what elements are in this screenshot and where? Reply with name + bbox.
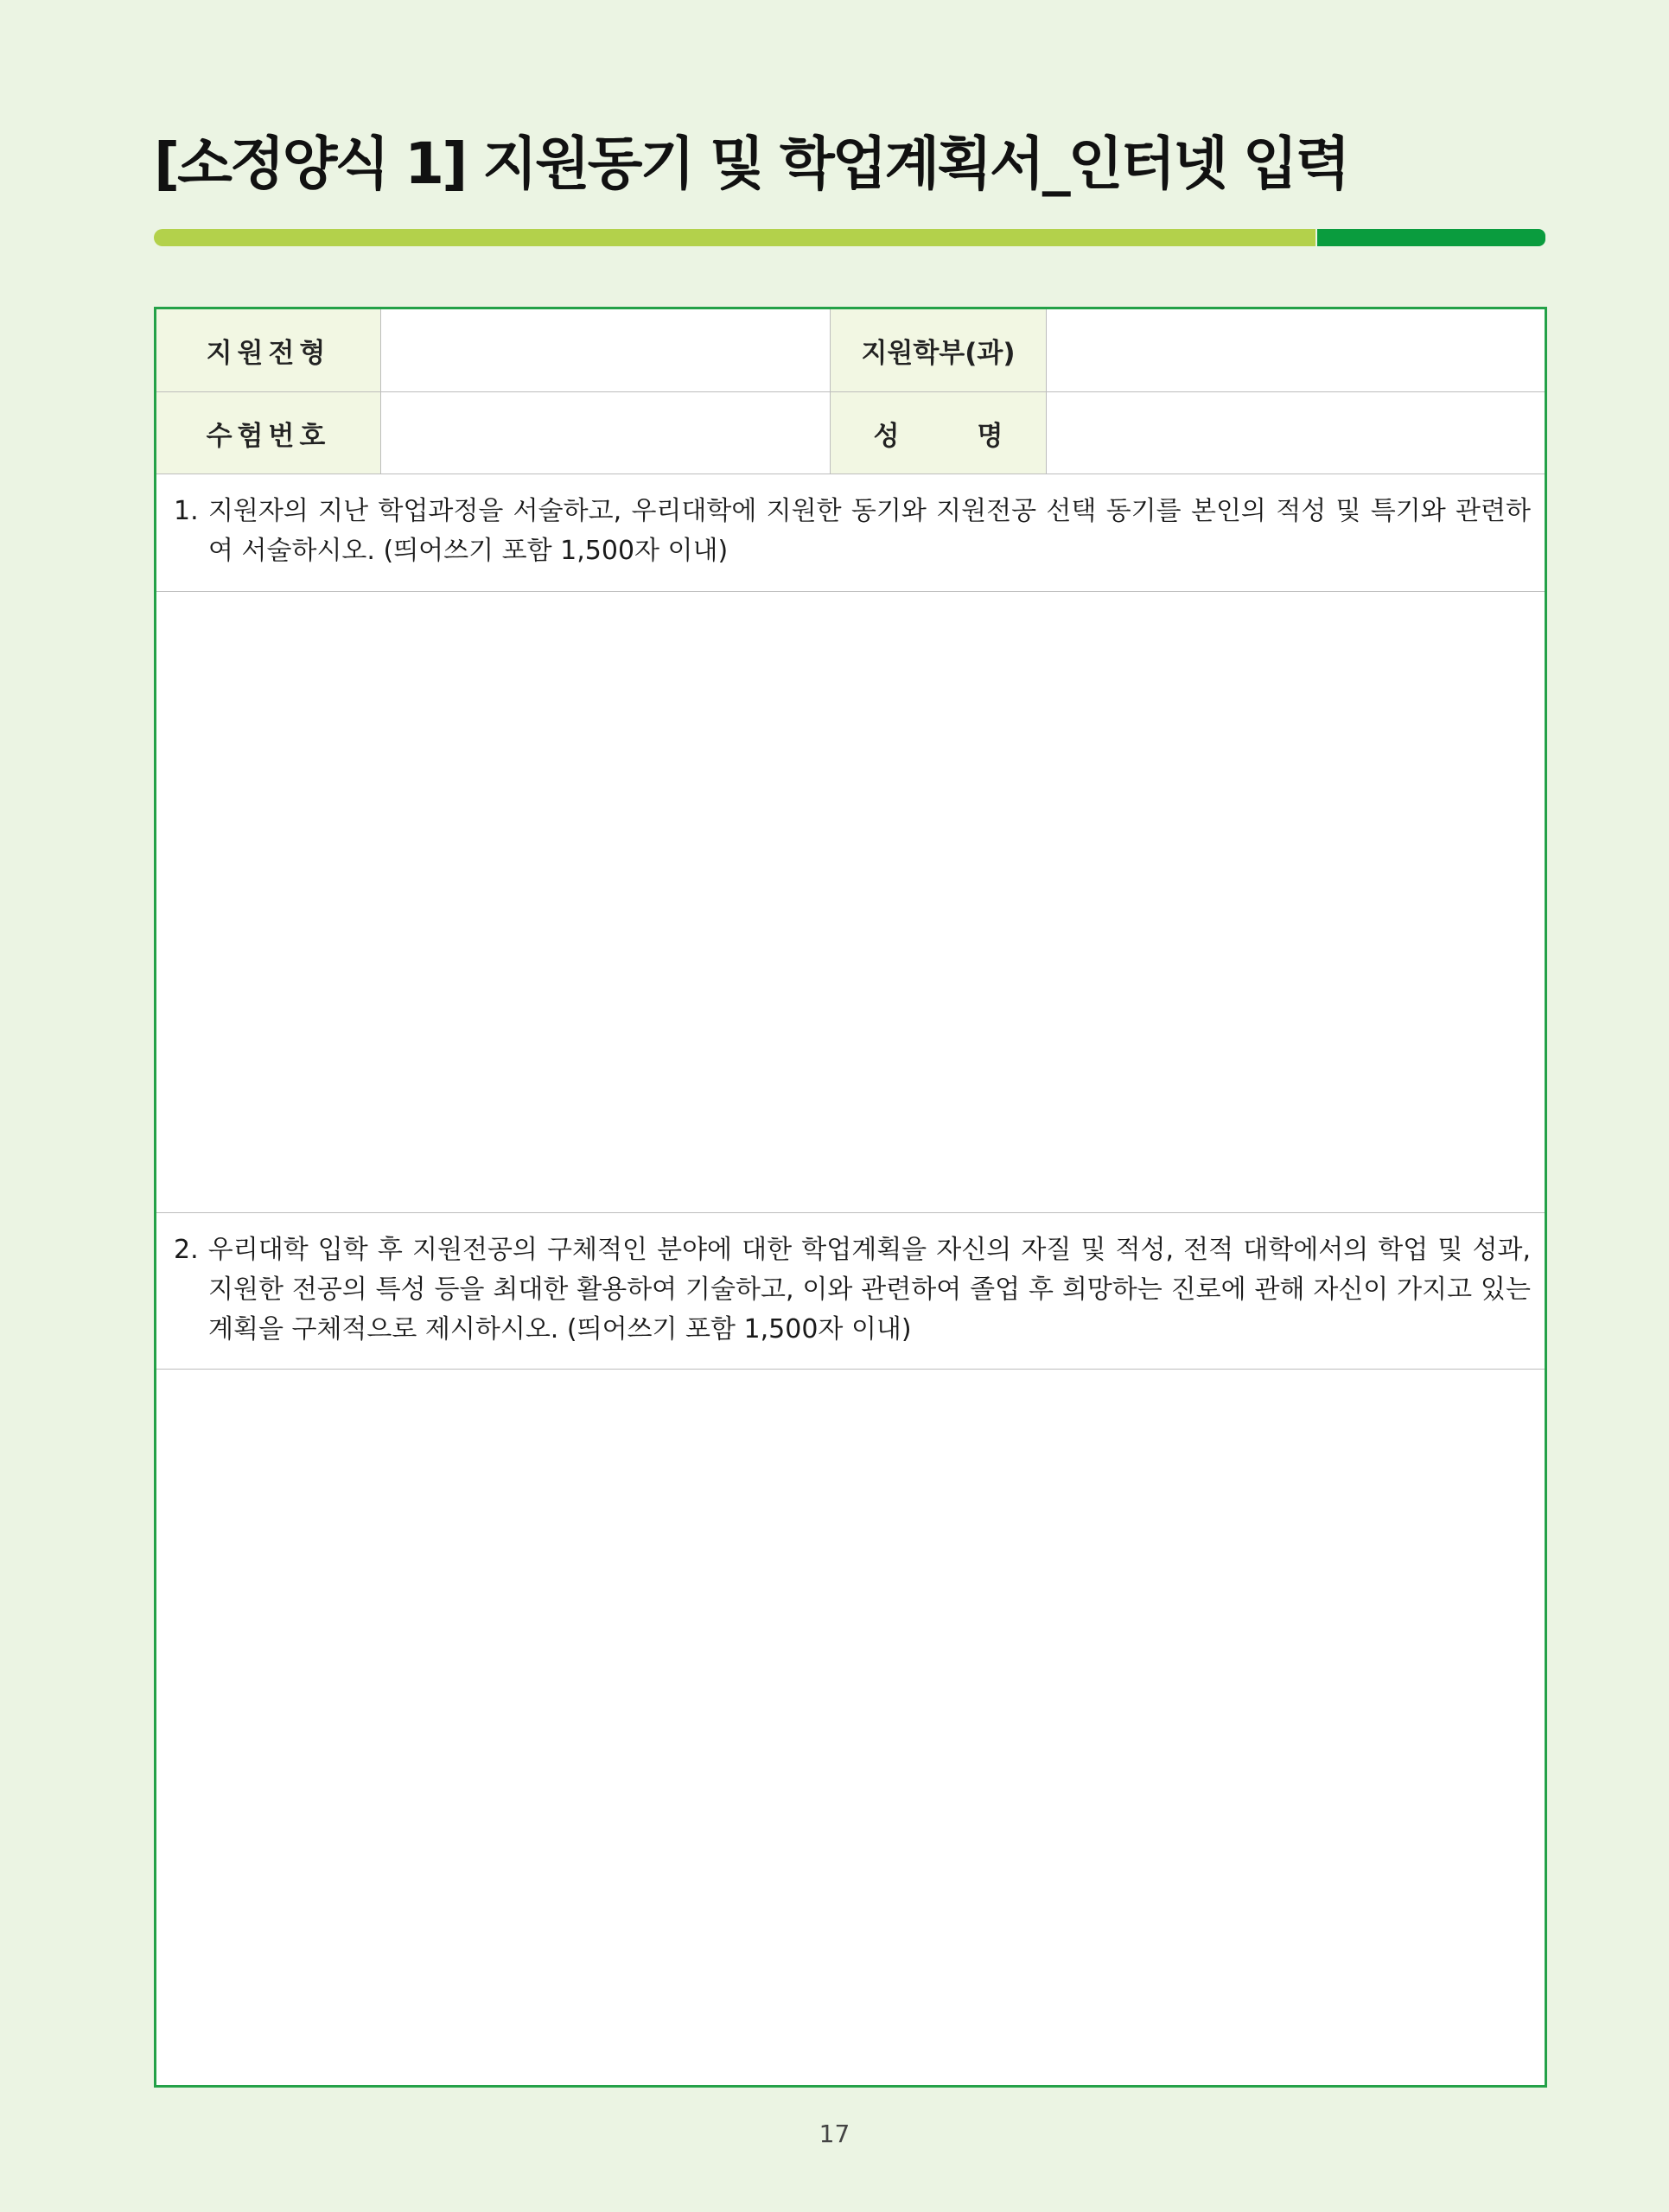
application-type-field[interactable] — [381, 309, 831, 391]
form-row-application-info — [156, 309, 1545, 392]
name-label-first: 성 — [873, 420, 900, 452]
question-2-answer-area[interactable] — [156, 1370, 1545, 2085]
question-2-prompt: 2. 우리대학 입학 후 지원전공의 구체적인 분야에 대한 학업계획을 자신의 자질 및 적성, 전적 대학에서의 학업 및 성과, 지원한 전공의 특성 등을 최대한 활용하여 기술하고, 이와 관련하여 졸업 후 희망하는 진로에 관해 자신이 가지고 있는 계획을 구체적으로 제시하시오. (띄어쓰기 포함 1,500자 이내) — [156, 1213, 1545, 1370]
page-number: 17 — [819, 2120, 850, 2148]
question-1-answer-area[interactable] — [156, 592, 1545, 1213]
question-1-prompt: 1. 지원자의 지난 학업과정을 서술하고, 우리대학에 지원한 동기와 지원전공 선택 동기를 본인의 적성 및 특기와 관련하여 서술하시오. (띄어쓰기 포함 1,500자 이내) — [156, 474, 1545, 592]
application-form — [154, 307, 1547, 2088]
application-type-label: 지원전형 — [156, 309, 381, 391]
name-label-second: 명 — [977, 420, 1003, 452]
title-underline-dark — [1317, 229, 1545, 246]
department-field[interactable] — [1047, 309, 1545, 391]
name-field[interactable] — [1047, 392, 1545, 474]
exam-number-field[interactable] — [381, 392, 831, 474]
exam-number-label: 수험번호 — [156, 392, 381, 474]
form-row-applicant-info — [156, 392, 1545, 474]
name-label — [831, 392, 1047, 474]
title-underline-light — [154, 229, 1315, 246]
department-label: 지원학부(과) — [831, 309, 1047, 391]
document-title: [소정양식 1] 지원동기 및 학업계획서_인터넷 입력 — [154, 130, 1348, 197]
